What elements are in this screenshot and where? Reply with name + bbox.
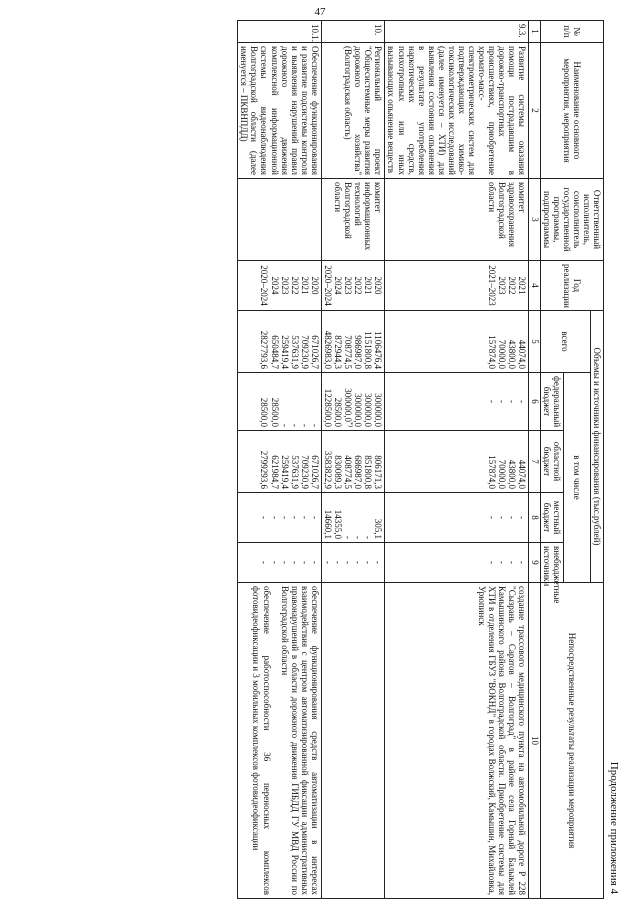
result-spacer xyxy=(272,586,280,895)
value-line: 671026,7 xyxy=(309,335,320,369)
value-line: 157874,0 xyxy=(487,335,498,369)
value-line: 2827793,6 xyxy=(259,330,270,369)
value-line: 2020 xyxy=(373,276,384,295)
value-line: 2023 xyxy=(279,276,290,295)
value-line: 28500,0 xyxy=(269,397,280,427)
value-line: - xyxy=(299,516,310,519)
value-line: 408774,5 xyxy=(343,455,354,489)
row-results xyxy=(238,583,322,899)
value-line: 300000,0*) xyxy=(343,388,354,427)
header-results: Непосредственные результаты реализации мероприятия xyxy=(540,583,603,899)
row-results xyxy=(321,583,384,899)
value-line: 1151800,8 xyxy=(363,331,374,369)
value-line: 2023 xyxy=(343,276,354,295)
value-line: - xyxy=(487,516,498,519)
table-row xyxy=(321,21,384,899)
table-row xyxy=(238,21,322,899)
value-line: - xyxy=(333,561,344,564)
row-reg xyxy=(238,431,322,493)
value-line: - xyxy=(517,516,528,519)
value-line: 259419,4 xyxy=(279,455,290,489)
value-line: 28500,0 xyxy=(259,397,270,427)
result-text: обеспечение работоспособности 36 переносных комплексов фотовидеофиксации и 3 мобильных комплексов фотовидеофиксации xyxy=(251,586,272,896)
header-num: № п/п xyxy=(540,21,603,43)
column-number: 7 xyxy=(529,431,540,493)
row-years xyxy=(238,261,322,311)
value-line: 537631,9 xyxy=(289,455,300,489)
column-number: 5 xyxy=(529,311,540,373)
row-fed xyxy=(321,373,384,431)
column-number-row xyxy=(529,21,540,899)
value-line: - xyxy=(279,424,290,427)
header-year: Год реализации xyxy=(540,261,603,311)
value-line: - xyxy=(309,424,320,427)
column-number: 4 xyxy=(529,261,540,311)
value-line: 70000,0 xyxy=(497,459,508,489)
value-line: 2022 xyxy=(353,276,364,295)
value-line: - xyxy=(289,516,300,519)
value-line: - xyxy=(363,536,374,539)
value-line: 1228500,0 xyxy=(322,388,333,427)
value-line: - xyxy=(353,561,364,564)
header-offb: внебюджетные источники xyxy=(540,543,563,583)
header-incl: в том числе xyxy=(563,373,590,583)
value-line: - xyxy=(259,561,270,564)
row-resp: комитет здравоохранения Волгоградской области xyxy=(385,179,529,261)
value-line: - xyxy=(507,400,518,403)
value-line: - xyxy=(289,561,300,564)
row-loc xyxy=(238,493,322,543)
header-total: всего xyxy=(540,311,590,373)
continuation-label: Продолжение приложения 4 xyxy=(608,761,620,894)
value-line: 2021–2023 xyxy=(487,265,498,306)
value-line: 2020 xyxy=(309,276,320,295)
value-line: 4826983,0 xyxy=(322,330,333,369)
value-line: 709230,9 xyxy=(299,455,310,489)
row-offb xyxy=(385,543,529,583)
column-number: 8 xyxy=(529,493,540,543)
value-line: - xyxy=(309,561,320,564)
row-resp xyxy=(238,179,322,261)
header-name: Наименование основного мероприятия, мероприятия xyxy=(540,43,603,179)
value-line: 44074,0 xyxy=(517,339,528,369)
value-line: - xyxy=(507,516,518,519)
column-number: 6 xyxy=(529,373,540,431)
header-loc: местный бюджет xyxy=(540,493,563,543)
value-line: - xyxy=(497,561,508,564)
value-line: 851800,8 xyxy=(363,455,374,489)
value-line: - xyxy=(299,424,310,427)
result-text: обеспечение функционирования средств автоматизации в интересах взаимодействия с центром автоматизированной фиксации административных правонарушений в области дорожного движения ГИБДД ГУ МВД России по Волгоградской области xyxy=(279,586,320,896)
value-line: 300000,0 xyxy=(373,393,384,427)
row-years xyxy=(321,261,384,311)
value-line: 709230,9 xyxy=(299,335,310,369)
row-name: Развитие системы оказания помощи пострадавшим в дорожно-транспортных происшествиях, приобретение хромато-масс-спектрометрических систем для подтверждающих химико-токсикологических исследований (далее именуется – ХТИ) для выявления состояния опьянения в результате употребления наркотических средств, психотропных или иных вызывающих опьянение веществ xyxy=(385,43,529,179)
value-line: 2020–2024 xyxy=(322,265,333,306)
value-line: - xyxy=(309,516,320,519)
value-line: 986987,0 xyxy=(353,335,364,369)
value-line: - xyxy=(487,400,498,403)
header-reg: областной бюджет xyxy=(540,431,563,493)
value-line: - xyxy=(279,516,290,519)
row-resp: комитет информационных технологий Волгоградской области xyxy=(321,179,384,261)
row-num: 9.3. xyxy=(385,21,529,43)
value-line: 830089,3 xyxy=(333,455,344,489)
value-line: - xyxy=(343,536,354,539)
value-line: - xyxy=(343,561,354,564)
value-line: - xyxy=(353,536,364,539)
value-line: 1106476,4 xyxy=(373,331,384,369)
column-number: 9 xyxy=(529,543,540,583)
value-line: 2023 xyxy=(497,276,508,295)
value-line: 300000,0 xyxy=(363,393,374,427)
value-line: 259419,4 xyxy=(279,335,290,369)
value-line: 70000,0 xyxy=(497,339,508,369)
value-line: 3583822,9 xyxy=(322,450,333,489)
value-line: - xyxy=(279,561,290,564)
value-line: 806171,3 xyxy=(373,455,384,489)
header-fed: федеральный бюджет xyxy=(540,373,563,431)
value-line: 621984,7 xyxy=(269,455,280,489)
row-reg xyxy=(321,431,384,493)
row-num: 10.1. xyxy=(238,21,322,43)
row-name: Региональный проект "Общесистемные меры развития дорожного хозяйства" (Волгоградская область) xyxy=(321,43,384,179)
row-fed xyxy=(238,373,322,431)
value-line: 2020–2024 xyxy=(259,265,270,306)
row-offb xyxy=(321,543,384,583)
program-table xyxy=(237,20,604,899)
value-line: - xyxy=(259,516,270,519)
row-name: Обеспечение функционирования и развитие подсистемы контроля и выявления нарушений правил дорожного движения комплексной информационной системы видеонаблюдения Волгоградской области (далее именуется – ПКВНПДД) xyxy=(238,43,322,179)
row-fed xyxy=(385,373,529,431)
row-results: создание трассового медицинского пункта на автомобильной дороге Р 228 "Сызрань – Саратов – Волгоград" в районе села Горный Балыклей Камышинского района Волгоградской области. Приобретение системы для ХТИ в отделения ГБУЗ "ВОКНД" в городах Волжский, Камышин, Михайловка, Урюпинск xyxy=(385,583,529,899)
value-line: 43800,0 xyxy=(507,459,518,489)
value-line: 537631,9 xyxy=(289,335,300,369)
row-years xyxy=(385,261,529,311)
value-line: 686987,0 xyxy=(353,455,364,489)
value-line: 300000,0 xyxy=(353,393,364,427)
value-line: 14355,0 xyxy=(333,509,344,539)
page-number: 47 xyxy=(314,6,326,18)
rotated-page xyxy=(10,20,620,900)
value-line: 2021 xyxy=(517,276,528,295)
value-line: 305,1 xyxy=(373,518,384,539)
value-line: 43800,0 xyxy=(507,339,518,369)
column-number: 2 xyxy=(529,43,540,179)
value-line: 2022 xyxy=(289,276,300,295)
column-number: 3 xyxy=(529,179,540,261)
value-line: 2021 xyxy=(363,276,374,295)
value-line: 650484,7 xyxy=(269,335,280,369)
row-offb xyxy=(238,543,322,583)
row-num: 10. xyxy=(321,21,384,43)
value-line: - xyxy=(507,561,518,564)
value-line: 2024 xyxy=(269,276,280,295)
value-line: 28500,0 xyxy=(333,397,344,427)
value-line: 14660,1 xyxy=(322,509,333,539)
value-line: - xyxy=(373,561,384,564)
value-line: - xyxy=(517,400,528,403)
table-row xyxy=(385,21,529,899)
value-line: - xyxy=(363,561,374,564)
row-loc xyxy=(385,493,529,543)
value-line: 44074,0 xyxy=(517,459,528,489)
row-loc xyxy=(321,493,384,543)
value-line: - xyxy=(299,561,310,564)
column-number: 10 xyxy=(529,583,540,899)
header-resp: Ответственный исполнитель, соисполнитель государственной программы, подпрограммы xyxy=(540,179,603,261)
value-line: 2024 xyxy=(333,276,344,295)
value-line: - xyxy=(517,561,528,564)
footnote-mark: *) xyxy=(347,422,354,427)
column-number: 1 xyxy=(529,21,540,43)
value-line: 708774,5 xyxy=(343,335,354,369)
row-total xyxy=(321,311,384,373)
value-line: - xyxy=(269,561,280,564)
value-line: 157874,0 xyxy=(487,455,498,489)
value-line: - xyxy=(497,516,508,519)
row-total xyxy=(238,311,322,373)
value-line: - xyxy=(322,561,333,564)
row-reg xyxy=(385,431,529,493)
value-line: 2022 xyxy=(507,276,518,295)
value-line: - xyxy=(487,561,498,564)
row-total xyxy=(385,311,529,373)
header-funding: Объемы и источники финансирования (тыс.рублей) xyxy=(590,311,603,583)
value-line: 2021 xyxy=(299,276,310,295)
value-line: - xyxy=(497,400,508,403)
value-line: - xyxy=(269,516,280,519)
value-line: 671026,7 xyxy=(309,455,320,489)
value-line: 872944,3 xyxy=(333,335,344,369)
value-line: 2799293,6 xyxy=(259,450,270,489)
value-line: - xyxy=(289,424,300,427)
